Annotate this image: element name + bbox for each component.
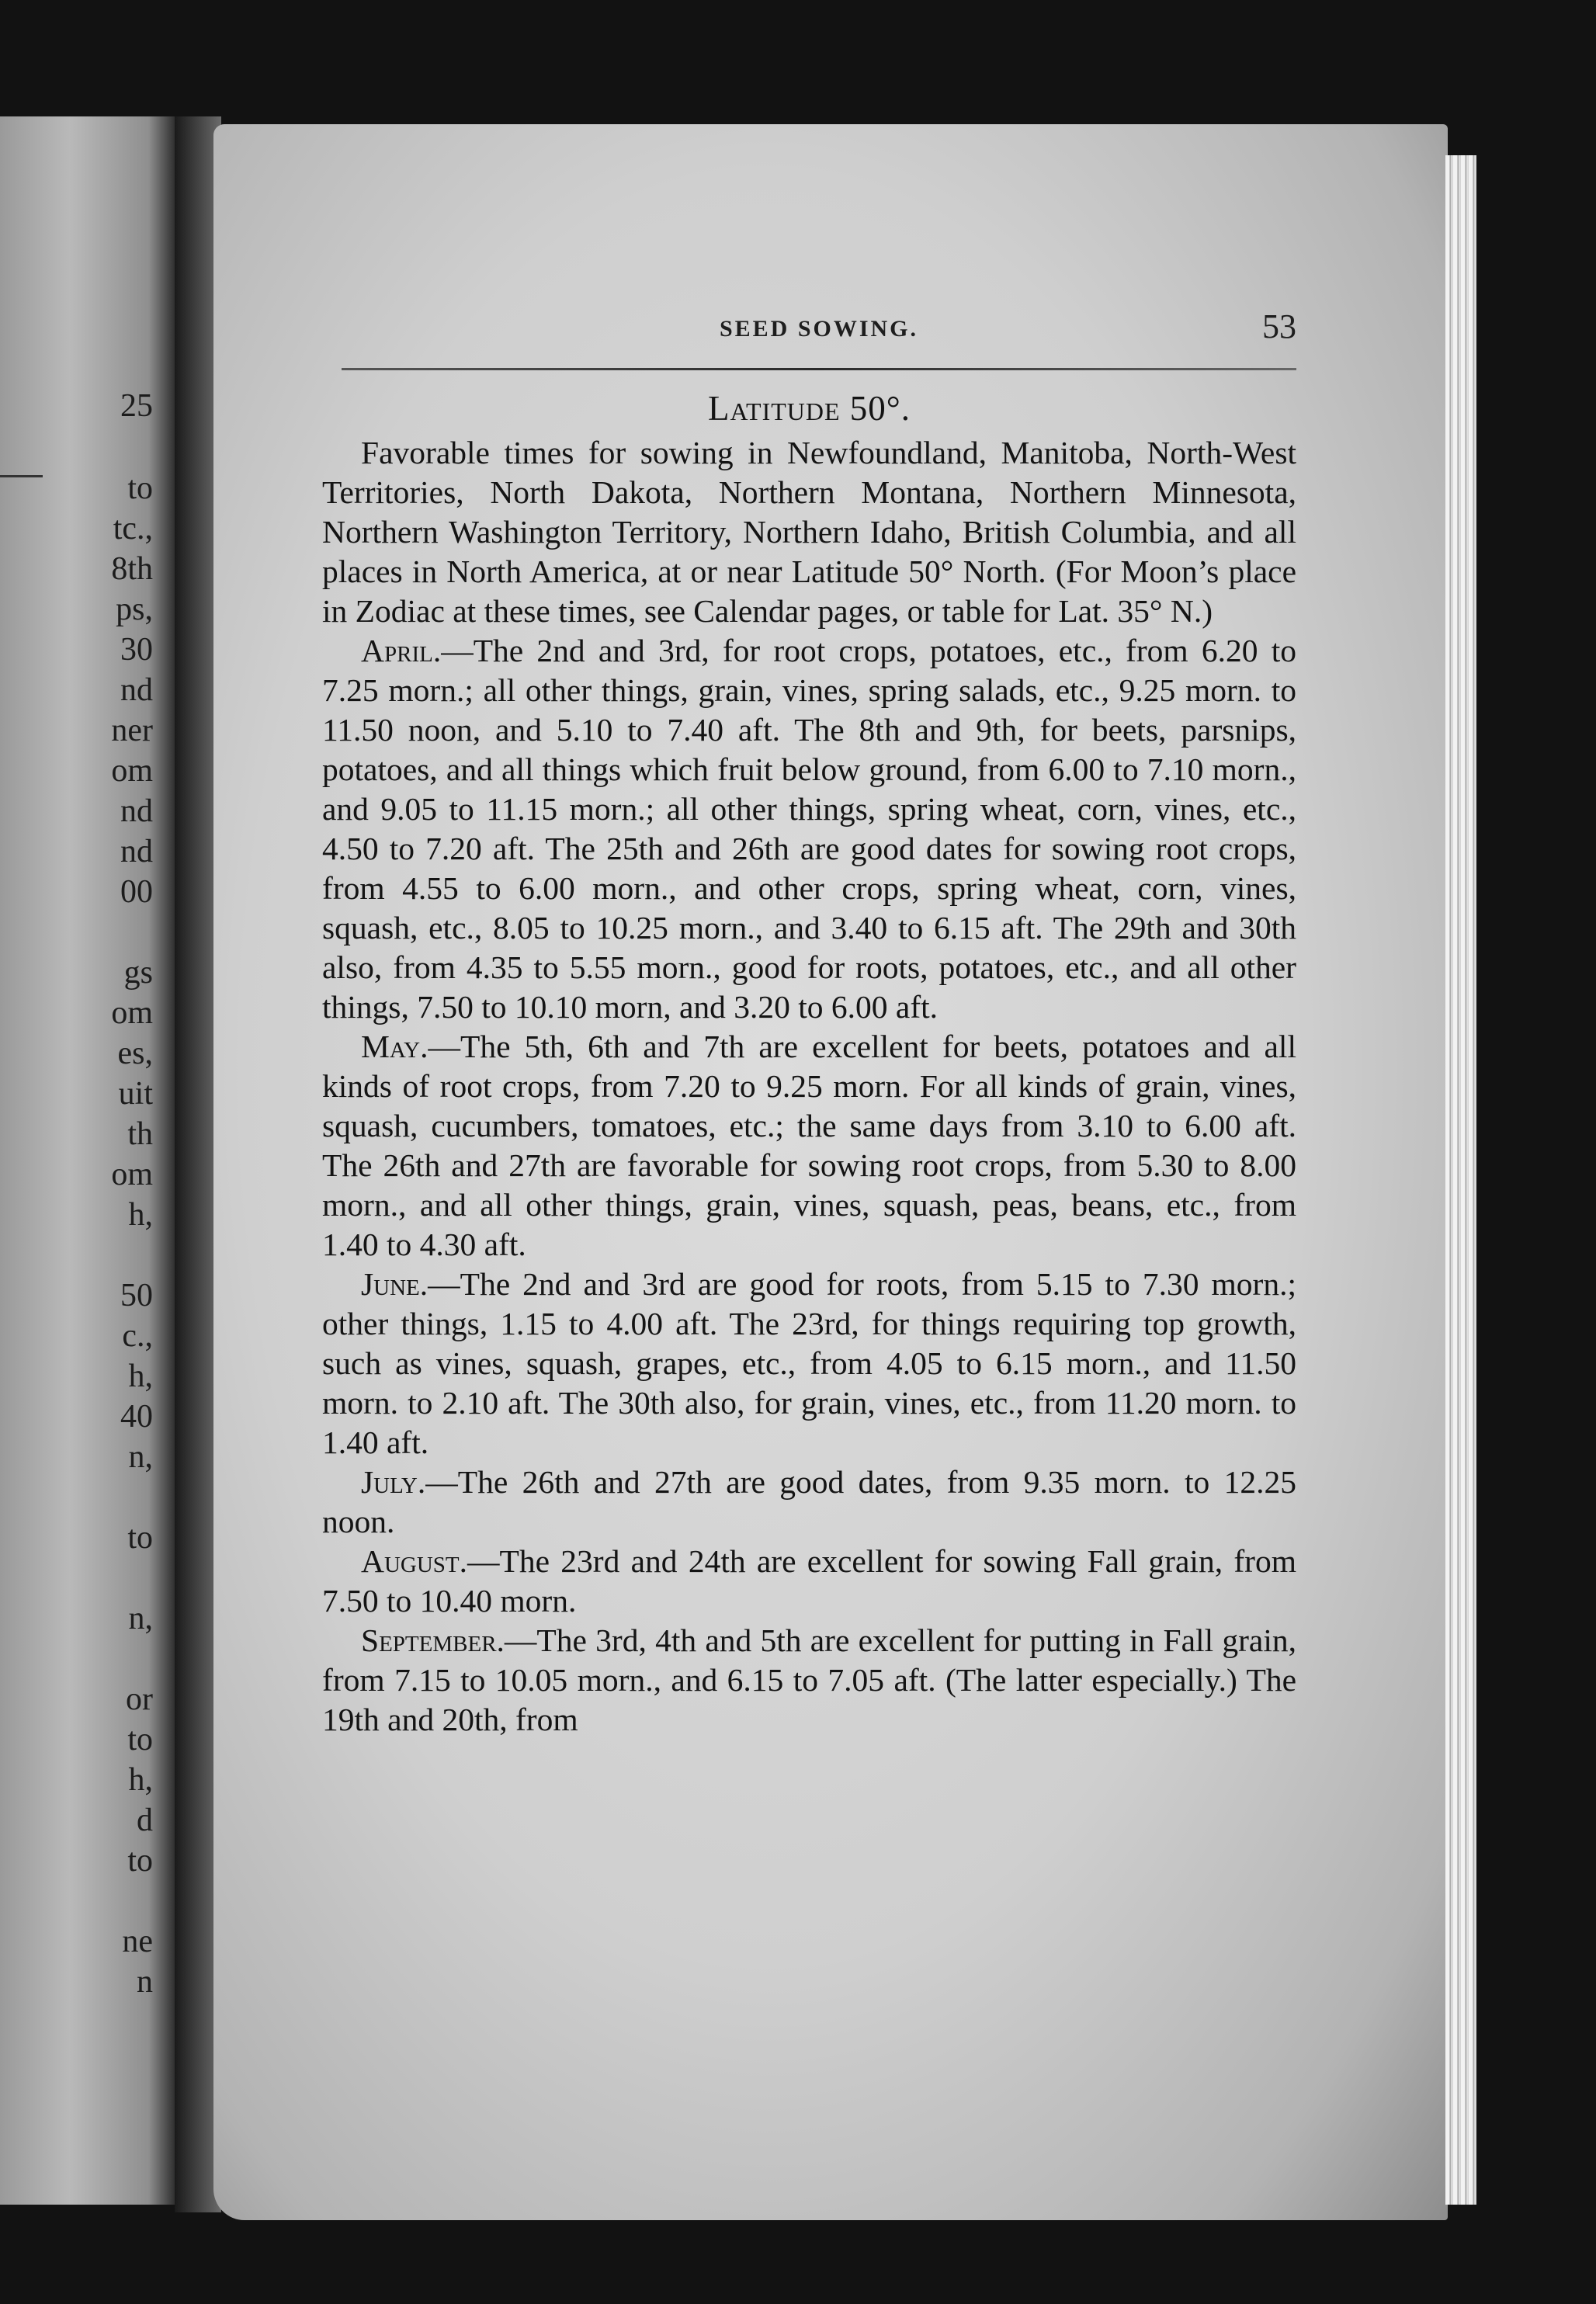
left-page-fragment: 40	[120, 1399, 153, 1435]
left-page-fragment: to	[127, 1722, 153, 1757]
intro-paragraph: Favorable times for sowing in Newfoundland, Manitoba, North-West Territories, North Dakota, Northern Montana, Northern Minnesota, Northern Washington Territory, Northern Idaho, British Columbia, and all places in North America, at or near Latitude 50° North. (For Moon’s place in Zodiac at these times, see Calendar pages, or table for Lat. 35° N.)	[322, 435, 1296, 629]
month-label: April.	[361, 633, 442, 668]
running-head	[342, 307, 1296, 353]
left-page-fragment: d	[137, 1803, 153, 1838]
left-page-fragment: ps,	[116, 592, 153, 627]
month-label: August.	[361, 1543, 468, 1579]
left-page-fragment: 8th	[111, 551, 153, 587]
left-page-fragment: nd	[120, 793, 153, 829]
left-page-fragment: h,	[128, 1358, 153, 1394]
left-page-fragment: om	[111, 753, 153, 789]
month-entry-june	[322, 1265, 1296, 1463]
left-page-fragment: nd	[120, 672, 153, 708]
left-page-fragment: n,	[128, 1439, 153, 1475]
left-page-fragment: es,	[117, 1036, 153, 1071]
page-edges	[1445, 155, 1476, 2205]
left-page-fragment: to	[127, 1520, 153, 1556]
section-title: Latitude 50°.	[707, 389, 911, 428]
month-label: June.	[361, 1266, 428, 1302]
month-label: September.	[361, 1622, 505, 1658]
left-page-fragment: or	[126, 1681, 153, 1717]
left-page-fragment: 50	[120, 1278, 153, 1313]
left-page-fragment: om	[111, 995, 153, 1031]
left-page-fragment: gs	[123, 955, 153, 991]
left-page-fragment: ne	[122, 1924, 153, 1959]
month-entry-august	[322, 1542, 1296, 1621]
month-entry-april	[322, 631, 1296, 1027]
left-page-edge	[0, 116, 175, 2205]
left-page-fragment: to	[127, 1843, 153, 1879]
left-page-fragment: nd	[120, 834, 153, 869]
month-entry-september	[322, 1621, 1296, 1740]
page-number: 53	[1262, 307, 1296, 345]
left-page-fragment: to	[127, 470, 153, 506]
month-label: July.	[361, 1464, 426, 1500]
running-head-title: SEED SOWING.	[719, 316, 919, 342]
left-page-fragment: h,	[128, 1762, 153, 1798]
left-page-fragment: n,	[128, 1601, 153, 1636]
left-page-fragment: n	[137, 1964, 153, 2000]
left-page-rule	[0, 475, 43, 477]
month-text: —The 5th, 6th and 7th are excellent for beets, potatoes and all kinds of root crops, from 7.20 to 9.25 morn. For all kinds of grain, vines, squash, cucumbers, tomatoes, etc.; the same days from 3.10 to 6.00 aft. The 26th and 27th are favorable for sowing root crops, from 5.30 to 8.00 morn., and all other things, grain, vines, squash, peas, beans, etc., from 1.40 to 4.30 aft.	[322, 1029, 1296, 1262]
month-label: May.	[361, 1029, 428, 1064]
left-page-fragment: 30	[120, 632, 153, 668]
header-rule	[342, 368, 1296, 370]
left-page-fragment: c.,	[122, 1318, 153, 1354]
month-text: —The 2nd and 3rd, for root crops, potatoes, etc., from 6.20 to 7.25 morn.; all other things, grain, vines, spring salads, etc., 9.25 morn. to 11.50 noon, and 5.10 to 7.40 aft. The 8th and 9th, for beets, parsnips, potatoes, and all things which fruit below ground, from 6.00 to 7.10 morn., and 9.05 to 11.15 morn.; all other things, spring wheat, corn, vines, etc., 4.50 to 7.20 aft. The 25th and 26th are good dates for sowing root crops, from 4.55 to 6.00 morn., and other crops, spring wheat, corn, vines, squash, etc., 8.05 to 10.25 morn., and 3.40 to 6.15 aft. The 29th and 30th also, from 4.35 to 5.55 morn., good for roots, potatoes, etc., and all other things, 7.50 to 10.10 morn, and 3.20 to 6.00 aft.	[322, 633, 1296, 1025]
month-text: —The 26th and 27th are good dates, from 9.35 morn. to 12.25 noon.	[322, 1464, 1296, 1539]
month-entry-july	[322, 1463, 1296, 1542]
left-page-fragment: uit	[118, 1076, 153, 1112]
left-page-fragment: h,	[128, 1197, 153, 1233]
left-page-fragment: 25	[120, 388, 153, 424]
left-page-fragment: om	[111, 1157, 153, 1192]
left-page-fragment: 00	[120, 874, 153, 910]
left-page-fragment: th	[127, 1116, 153, 1152]
left-page-fragment: ner	[111, 713, 153, 748]
month-entry-may	[322, 1027, 1296, 1265]
left-page-fragment: tc.,	[113, 511, 153, 547]
month-text: —The 2nd and 3rd are good for roots, from 5.15 to 7.30 morn.; other things, 1.15 to 4.00 aft. The 23rd, for things requiring top growth, such as vines, squash, grapes, etc., from 4.05 to 6.15 morn., and 11.50 morn. to 2.10 aft. The 30th also, for grain, vines, etc., from 11.20 morn. to 1.40 aft.	[322, 1266, 1296, 1460]
month-text: —The 23rd and 24th are excellent for sowing Fall grain, from 7.50 to 10.40 morn.	[322, 1543, 1296, 1619]
month-text: —The 3rd, 4th and 5th are excellent for putting in Fall grain, from 7.15 to 10.05 morn., and 6.15 to 7.05 aft. (The latter especially.) The 19th and 20th, from	[322, 1622, 1296, 1737]
page-body	[322, 388, 1296, 1740]
